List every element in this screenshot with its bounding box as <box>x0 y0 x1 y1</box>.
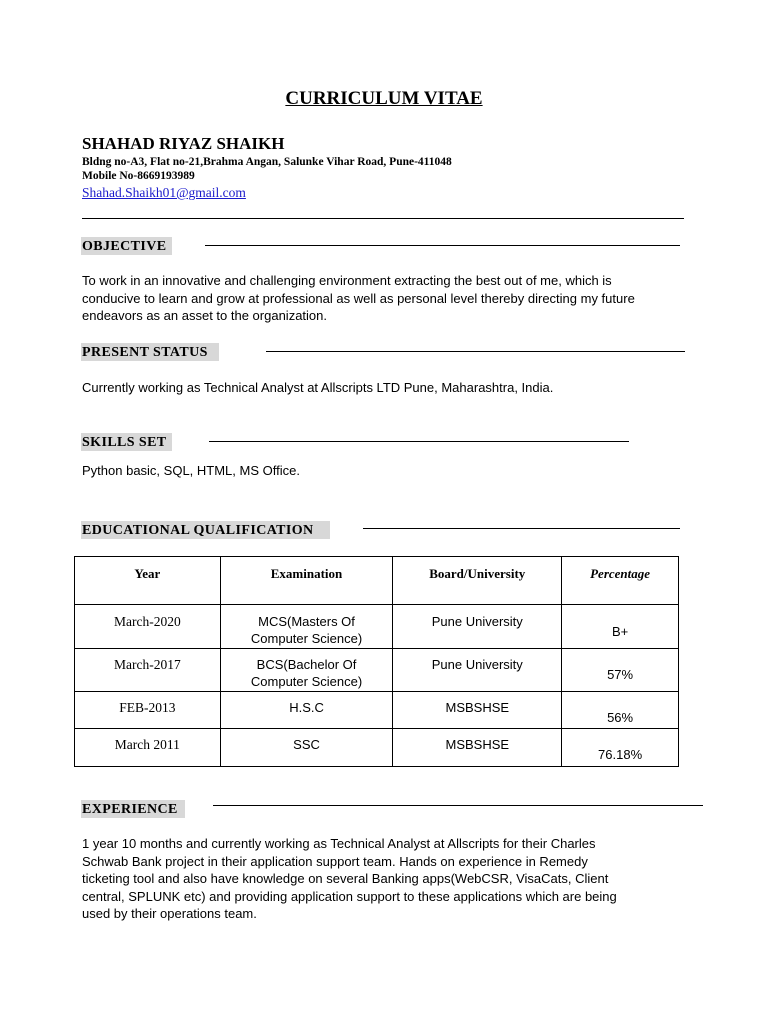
cell-examination <box>220 605 393 649</box>
table-row <box>75 649 679 692</box>
objective-divider <box>205 245 680 246</box>
cell-board: MSBSHSE <box>393 692 562 729</box>
objective-line: To work in an innovative and challenging environment extracting the best out of me, which is <box>82 273 612 288</box>
address: Bldng no-A3, Flat no-21,Brahma Angan, Salunke Vihar Road, Pune-411048 <box>82 156 452 168</box>
cell-examination: SSC <box>220 729 393 767</box>
skills-divider <box>209 441 629 442</box>
cell-year: March-2017 <box>75 649 221 692</box>
table-row <box>75 605 679 649</box>
experience-line: central, SPLUNK etc) and providing application support to these applications which are being <box>82 888 617 904</box>
cell-percentage: 56% <box>562 692 679 729</box>
column-header-percentage: Percentage <box>562 557 679 605</box>
experience-line: Schwab Bank project in their application support team. Hands on experience in Remedy <box>82 853 588 869</box>
exam-line: MCS(Masters Of <box>258 614 355 629</box>
objective-line: conducive to learn and grow at professional as well as personal level thereby directing my future <box>82 290 635 306</box>
contact-divider <box>82 218 684 219</box>
cell-year: March 2011 <box>75 729 221 767</box>
cell-examination <box>220 649 393 692</box>
table-header-row <box>75 557 679 605</box>
present-status-heading: PRESENT STATUS <box>81 343 219 361</box>
cell-percentage: B+ <box>562 605 679 649</box>
cell-percentage: 57% <box>562 649 679 692</box>
exam-line: Computer Science) <box>250 631 363 646</box>
cell-examination: H.S.C <box>220 692 393 729</box>
cell-year: FEB-2013 <box>75 692 221 729</box>
document-title: CURRICULUM VITAE <box>285 88 483 109</box>
education-divider <box>363 528 680 529</box>
education-heading: EDUCATIONAL QUALIFICATION <box>81 521 330 539</box>
mobile-number: Mobile No-8669193989 <box>82 170 195 182</box>
objective-heading: OBJECTIVE <box>81 237 172 255</box>
objective-text <box>82 272 684 325</box>
email-link[interactable]: Shahad.Shaikh01@gmail.com <box>82 185 246 200</box>
skills-heading: SKILLS SET <box>81 433 172 451</box>
experience-divider <box>213 805 703 806</box>
experience-text <box>82 835 692 923</box>
cell-percentage: 76.18% <box>562 729 679 767</box>
skills-text: Python basic, SQL, HTML, MS Office. <box>82 463 300 478</box>
cell-board: MSBSHSE <box>393 729 562 767</box>
cell-board: Pune University <box>393 649 562 692</box>
experience-line: ticketing tool and also have knowledge on several Banking apps(WebCSR, VisaCats, Client <box>82 871 609 886</box>
table-row <box>75 692 679 729</box>
experience-line: used by their operations team. <box>82 906 257 921</box>
candidate-name: SHAHAD RIYAZ SHAIKH <box>82 134 285 153</box>
column-header-board: Board/University <box>393 557 562 605</box>
exam-line: BCS(Bachelor Of <box>256 657 357 672</box>
experience-heading: EXPERIENCE <box>81 800 185 818</box>
experience-line: 1 year 10 months and currently working as Technical Analyst at Allscripts for their Charles <box>82 836 596 851</box>
objective-line: endeavors as an asset to the organization. <box>82 308 327 323</box>
education-table <box>74 556 679 767</box>
column-header-year: Year <box>75 557 221 605</box>
cell-year: March-2020 <box>75 605 221 649</box>
cell-board: Pune University <box>393 605 562 649</box>
present-status-divider <box>266 351 685 352</box>
present-status-text: Currently working as Technical Analyst at Allscripts LTD Pune, Maharashtra, India. <box>82 380 554 395</box>
table-row <box>75 729 679 767</box>
exam-line: Computer Science) <box>250 674 363 689</box>
column-header-examination: Examination <box>220 557 393 605</box>
